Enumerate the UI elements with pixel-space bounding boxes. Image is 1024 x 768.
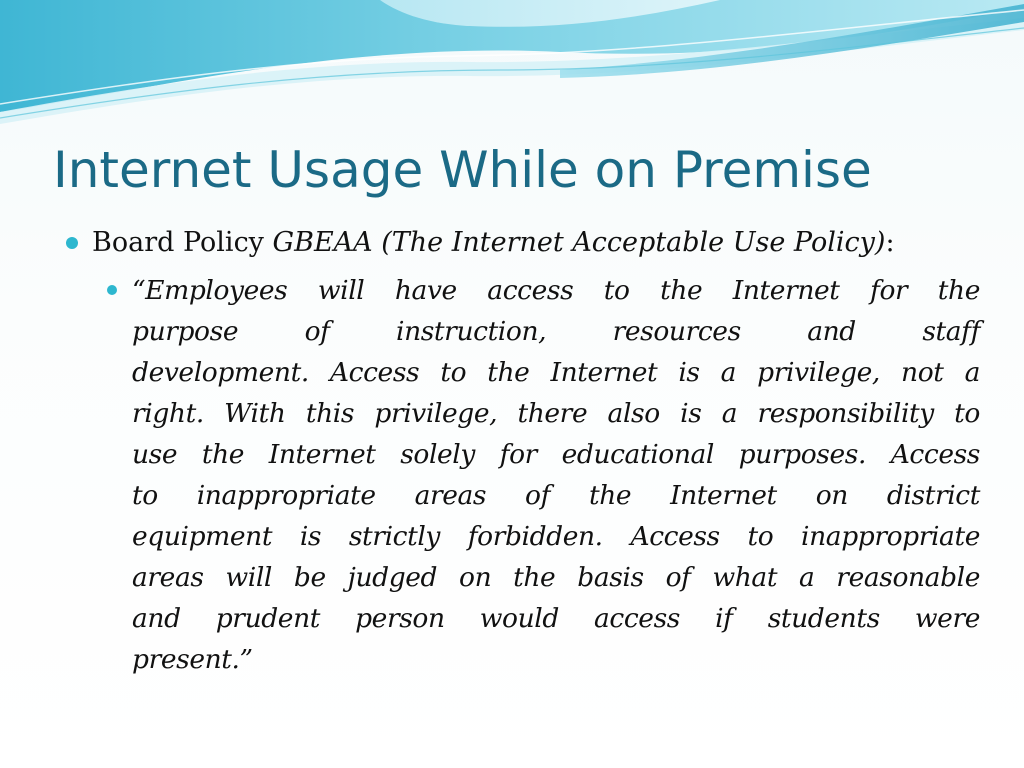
quote-line: right. With this privilege, there also is a responsibility to [132, 398, 980, 429]
wave-header-decoration [0, 0, 1024, 130]
quote-line: to inappropriate areas of the Internet on district [132, 480, 980, 511]
quote-line: purpose of instruction, resources and staff [132, 316, 980, 347]
quote-line: areas will be judged on the basis of what a reasonable [132, 562, 980, 593]
bullet-prefix: Board Policy [92, 227, 273, 258]
quote-line: equipment is strictly forbidden. Access to inappropriate [132, 521, 980, 552]
quote-line: “Employees will have access to the Internet for the [132, 275, 980, 306]
quote-line: use the Internet solely for educational purposes. Access [132, 439, 980, 470]
bullet-suffix: : [885, 227, 895, 258]
quote-line: development. Access to the Internet is a privilege, not a [132, 357, 980, 388]
sub-bullet-quote [132, 270, 980, 680]
quote-line: present.” [132, 644, 253, 675]
bullet-board-policy [60, 222, 980, 264]
slide-title: Internet Usage While on Premise [53, 141, 872, 199]
quote-line: and prudent person would access if students were [132, 603, 980, 634]
slide-body [60, 222, 980, 680]
sub-bullet-dot-icon [107, 285, 117, 295]
policy-name: GBEAA (The Internet Acceptable Use Policy) [272, 227, 886, 258]
bullet-dot-icon [66, 237, 78, 249]
